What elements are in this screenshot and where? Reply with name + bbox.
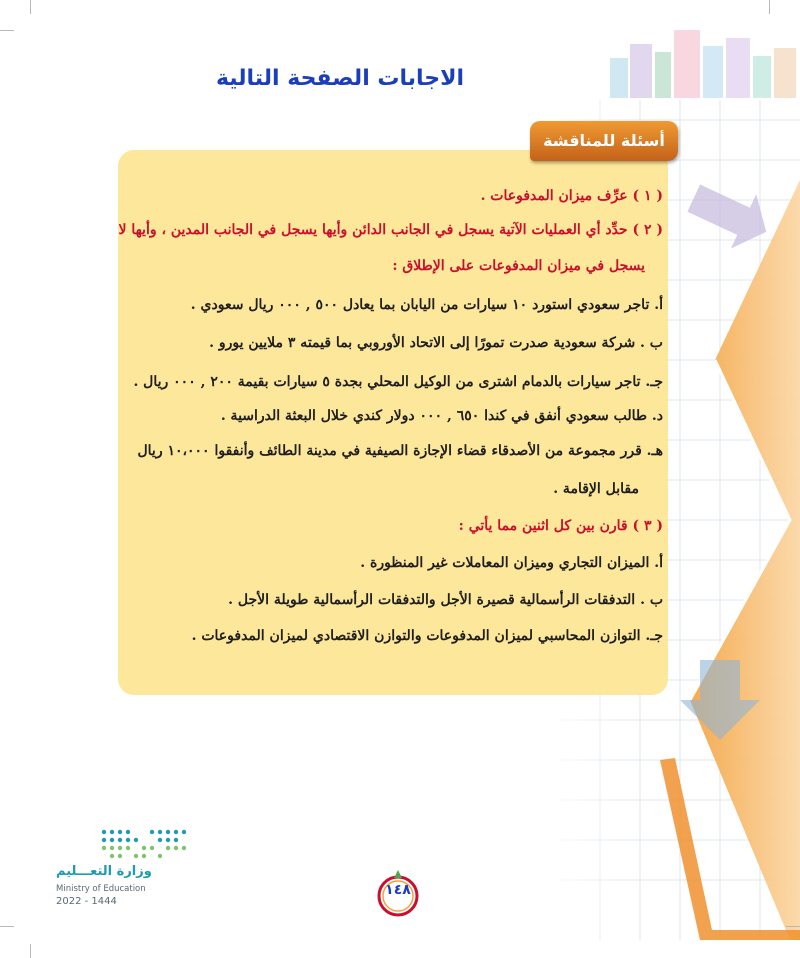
page-title: الاجابات الصفحة التالية [215, 66, 465, 91]
crop-mark [769, 0, 770, 14]
crop-mark [0, 926, 14, 927]
question-2-item-a: أ. تاجر سعودي استورد ١٠ سيارات من اليابان بما يعادل ٥٠٠ , ٠٠٠ ريال سعودي . [190, 297, 663, 313]
crop-mark [786, 926, 800, 927]
question-2-item-e-line-2: مقابل الإقامة . [553, 481, 639, 497]
question-3: ( ٣ ) قارن بين كل اثنين مما يأتي : [458, 518, 663, 534]
purple-arrow [681, 171, 779, 259]
logo-dots-icon [96, 826, 196, 860]
question-2-item-d: د. طالب سعودي أنفق في كندا ٦٥٠ , ٠٠٠ دولار كندي خلال البعثة الدراسية . [220, 408, 663, 424]
question-2-item-c: جـ. تاجر سيارات بالدمام اشترى من الوكيل المحلي بجدة ٥ سيارات بقيمة ٢٠٠ , ٠٠٠ ريال . [133, 374, 663, 390]
crop-mark [30, 944, 31, 958]
question-2-line-2: يسجل في ميزان المدفوعات على الإطلاق : [392, 258, 645, 274]
crop-mark [30, 0, 31, 14]
question-2-item-e-line-1: هـ. قرر مجموعة من الأصدقاء قضاء الإجازة الصيفية في مدينة الطائف وأنفقوا ١٠،٠٠٠ ريال [137, 443, 663, 459]
question-2-item-b: ب . شركة سعودية صدرت تمورًا إلى الاتحاد الأوروبي بما قيمته ٣ ملايين يورو . [209, 335, 663, 351]
ministry-name-english: Ministry of Education [56, 884, 146, 894]
city-illustration [610, 30, 796, 98]
page-number: ١٤٨ [385, 882, 411, 898]
question-1: ( ١ ) عرِّف ميزان المدفوعات . [480, 188, 663, 204]
crop-mark [0, 30, 14, 31]
question-3-item-c: جـ. التوازن المحاسبي لميزان المدفوعات والتوازن الاقتصادي لميزان المدفوعات . [191, 628, 663, 644]
question-3-item-b: ب . التدفقات الرأسمالية قصيرة الأجل والتدفقات الرأسمالية طويلة الأجل . [228, 592, 663, 608]
section-badge: أسئلة للمناقشة [530, 121, 678, 161]
ministry-name-arabic: وزارة التعـــليم [56, 864, 152, 879]
question-2-line-1: ( ٢ ) حدِّد أي العمليات الآتية يسجل في الجانب الدائن وأيها يسجل في الجانب المدين ، وأيها لا [118, 222, 663, 238]
question-3-item-a: أ. الميزان التجاري وميزان المعاملات غير المنظورة . [360, 555, 663, 571]
edition-year: 2022 - 1444 [56, 896, 117, 907]
